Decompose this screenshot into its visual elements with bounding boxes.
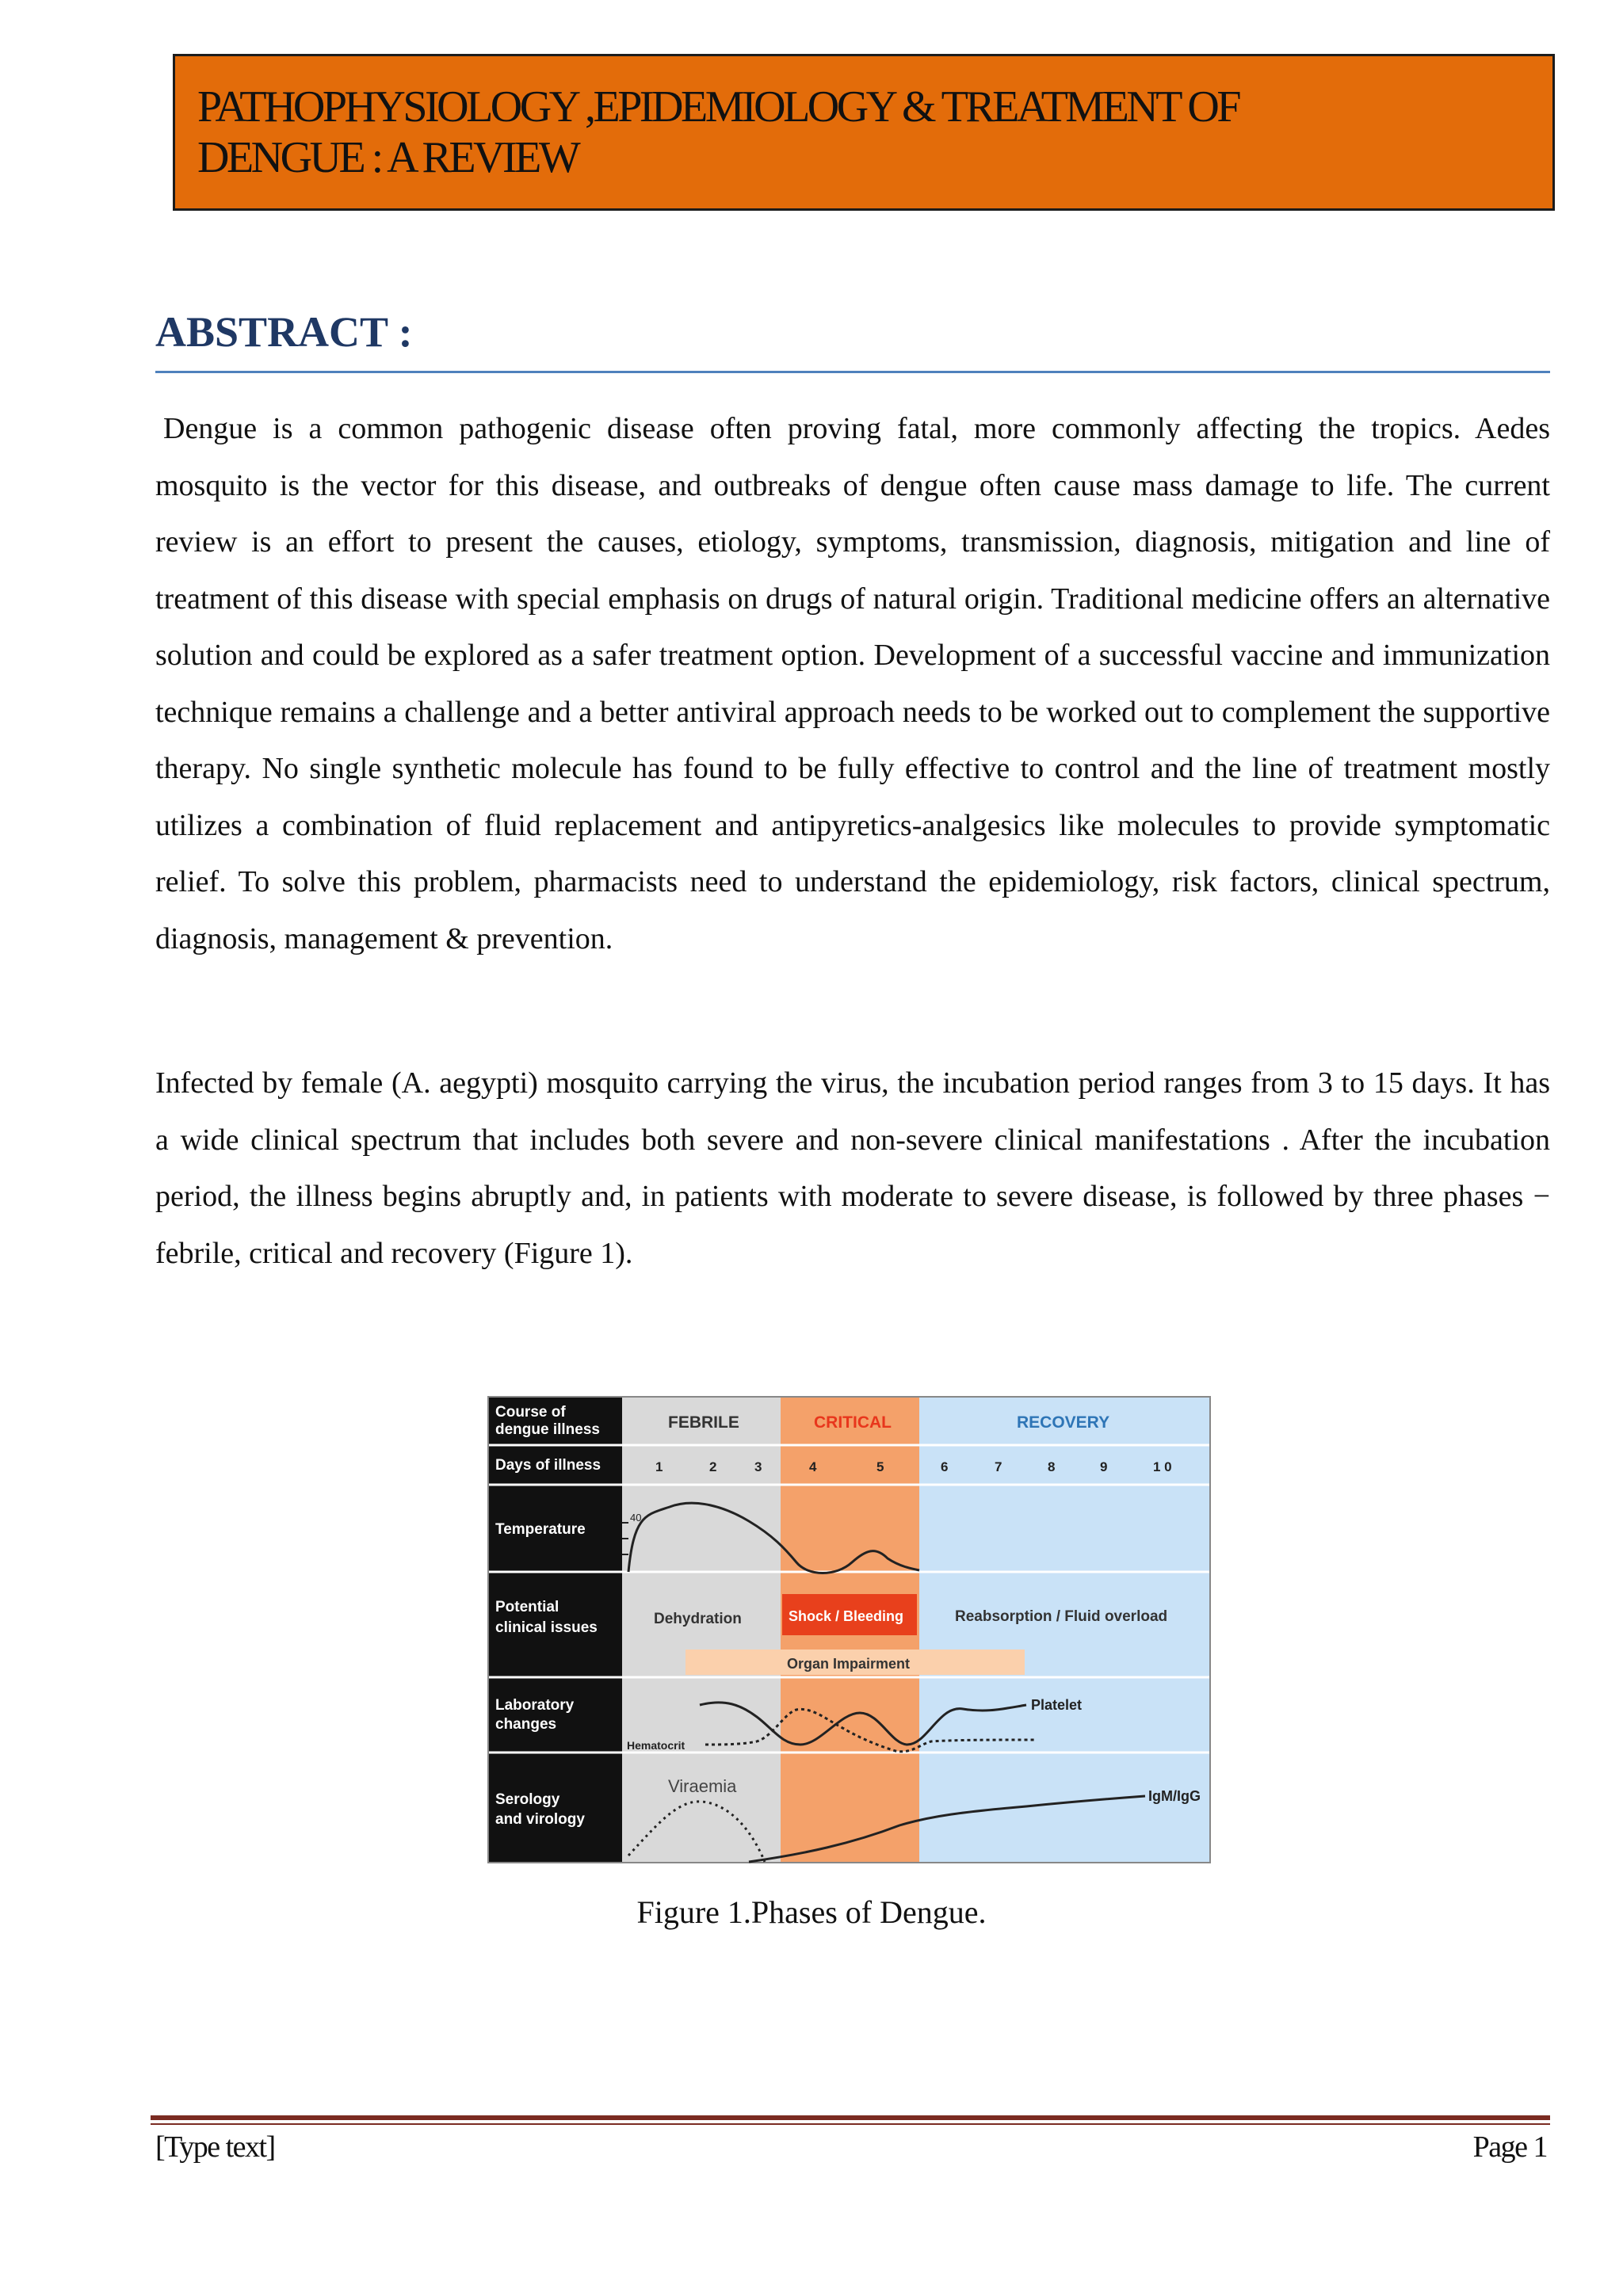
day-4: 4 <box>809 1459 817 1474</box>
day-6: 6 <box>941 1459 949 1474</box>
row-label-issues-1: Potential <box>495 1599 559 1615</box>
row-label-course-1: Course of <box>495 1404 566 1421</box>
day-2: 2 <box>709 1459 717 1474</box>
row-label-serology-1: Serology <box>495 1791 560 1808</box>
phase-febrile: FEBRILE <box>668 1413 739 1432</box>
row-label-issues-2: clinical issues <box>495 1619 598 1636</box>
issue-recovery: Reabsorption / Fluid overload <box>955 1608 1168 1625</box>
day-1: 1 <box>655 1459 663 1474</box>
viraemia-label: Viraemia <box>668 1776 737 1796</box>
hematocrit-label: Hematocrit <box>627 1739 685 1752</box>
abstract-heading: ABSTRACT : <box>155 308 413 356</box>
day-10: 1 0 <box>1153 1459 1172 1474</box>
row-label-lab-1: Laboratory <box>495 1697 575 1714</box>
day-9: 9 <box>1100 1459 1108 1474</box>
title-banner <box>173 54 1555 211</box>
row-label-days: Days of illness <box>495 1457 601 1474</box>
row-label-temperature: Temperature <box>495 1521 586 1538</box>
day-7: 7 <box>995 1459 1002 1474</box>
igm-igg-label: IgM/IgG <box>1148 1788 1201 1804</box>
dengue-phases-figure <box>487 1396 1211 1863</box>
abstract-paragraph-2: Infected by female (A. aegypti) mosquito carrying the virus, the incubation period ranges from 3 to 15 days. It has a wide clinical spectrum that includes both severe and non-severe clinical manifestations . After the incubation period, the illness begins abruptly and, in patients with moderate to severe disease, is followed by three phases − febrile, critical and recovery (Figure 1). <box>155 1066 1550 1270</box>
abstract-paragraph-1: Dengue is a common pathogenic disease often proving fatal, more commonly affecting the tropics. Aedes mosquito is the vector for this disease, and outbreaks of dengue often cause mass damage to life. The current review is an effort to present the causes, etiology, symptoms, transmission, diagnosis, mitigation and line of treatment of this disease with special emphasis on drugs of natural origin. Traditional medicine offers an alternative solution and could be explored as a safer treatment option. Development of a successful vaccine and immunization technique remains a challenge and a better antiviral approach needs to be worked out to complement the supportive therapy. No single synthetic molecule has found to be fully effective to control and the line of treatment mostly utilizes a combination of fluid replacement and antipyretics-analgesics like molecules to provide symptomatic relief. To solve this problem, pharmacists need to understand the epidemiology, risk factors, clinical spectrum, diagnosis, management & prevention. <box>155 412 1550 955</box>
row-label-course-2: dengue illness <box>495 1421 600 1438</box>
footer-placeholder-text: [Type text] <box>155 2130 275 2164</box>
issue-febrile: Dehydration <box>654 1611 742 1627</box>
day-8: 8 <box>1048 1459 1056 1474</box>
footer-rule <box>151 2115 1550 2120</box>
figure-caption: Figure 1.Phases of Dengue. <box>636 1894 987 1930</box>
phase-recovery: RECOVERY <box>1017 1413 1110 1432</box>
phase-critical: CRITICAL <box>814 1413 892 1432</box>
footer-rule-thin <box>151 2123 1550 2125</box>
issue-critical: Shock / Bleeding <box>789 1608 904 1624</box>
heading-divider <box>155 371 1550 373</box>
page-number: Page 1 <box>1472 2130 1547 2164</box>
document-title: PATHOPHYSIOLOGY ,EPIDEMIOLOGY & TREATMENT OF DENGUE : A REVIEW <box>197 82 1239 182</box>
row-label-lab-2: changes <box>495 1716 557 1733</box>
platelet-label: Platelet <box>1031 1697 1083 1713</box>
day-5: 5 <box>876 1459 884 1474</box>
issue-organ: Organ Impairment <box>787 1656 911 1672</box>
row-label-serology-2: and virology <box>495 1811 585 1828</box>
temperature-tick-label: 40 <box>630 1512 642 1524</box>
day-3: 3 <box>754 1459 762 1474</box>
